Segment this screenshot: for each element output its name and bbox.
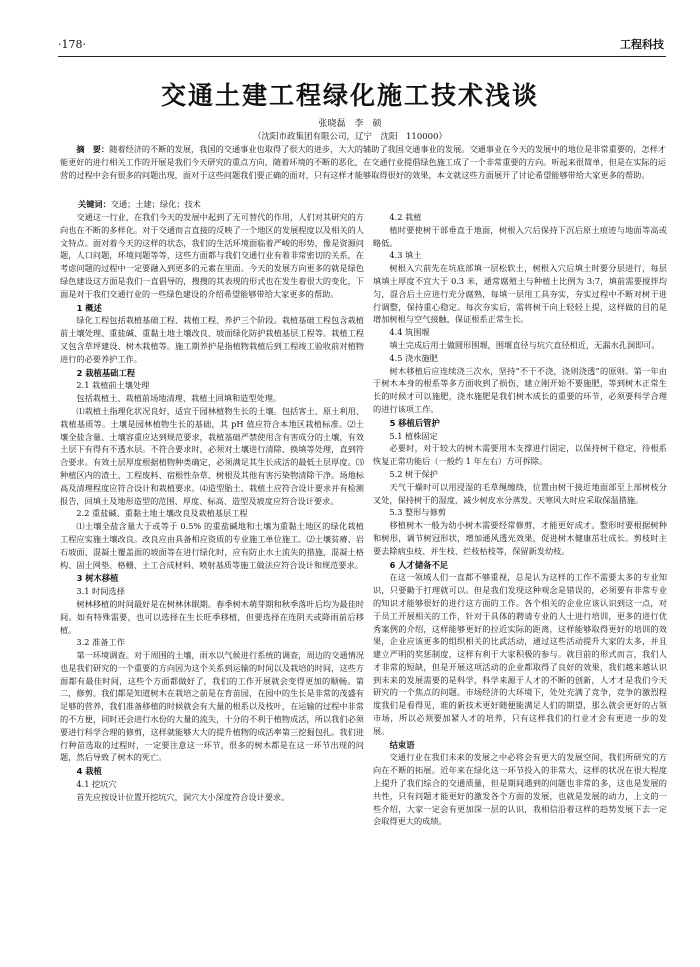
affiliation: （沈阳市政集团有限公司，辽宁 沈阳 110000） — [253, 132, 447, 142]
paragraph: 树根入穴前先在坑底部填一层松软土，树根入穴后填土时要分层进行，每层填填土厚度不宜大于 0.3 米，通常腐殖土与种植土比例为 3:7，填前需要搅拌均匀，混合后土应进行充分腐熟，每填一层用工具夯实，夯实过程中不断对树干进行调整，保持重心稳定。每次夯实后，需将树干向上轻轻上提，这样做的目的是增加树根与空气接触，保证根系正常生长。 — [373, 263, 667, 325]
abstract — [60, 143, 666, 182]
subsection-heading: 4.5 浇水施肥 — [389, 352, 438, 363]
section-heading: 6 人才储备不足 — [389, 559, 449, 570]
subsection-heading: 5.3 整形与修剪 — [389, 507, 446, 518]
conclusion-paragraph: 交通行业在我们未来的发展之中必将会有更大的发展空间，我们所研究的方向在不断的拓展。近年来在绿化这一环节投入的非常大，这样的状况在很大程度上提升了我们综合的交通质量，但是期间遇到的问题也非常的多，这也是发展的共性，只有问题才能更好的激发各个方面的发展，也就是发展的动力，上文的一些介绍，大家一定会有更加深一层的认识，我相信沿着这样的趋势发展下去一定会取得更大的成绩。 — [373, 752, 667, 827]
keywords — [78, 198, 666, 211]
abstract-label: 摘 要： — [76, 144, 110, 154]
left-column — [60, 211, 364, 804]
subsection-heading: 3.2 准备工作 — [76, 637, 125, 648]
right-column — [373, 211, 667, 828]
author-line: 张晓磊 李 硕 — [318, 119, 382, 129]
section-heading: 2 栽植基础工程 — [76, 367, 136, 378]
page-number: ·178· — [58, 38, 86, 51]
subsection-heading: 2.2 重盐碱、重黏土地土壤改良及栽植基层工程 — [76, 508, 248, 519]
paragraph: 植时要使树干部垂直于地面，树根入穴后保持下沉后原土痕迹与地面等高或略低。 — [373, 224, 667, 248]
paper-title: 交通土建工程绿化施工技术浅谈 — [160, 81, 539, 110]
subsection-heading: 4.2 栽植 — [389, 212, 422, 222]
keywords-text: 交通；土建；绿化；技术 — [110, 199, 201, 209]
intro-paragraph: 交通这一行业，在我们今天的发展中起到了无可替代的作用，人们对其研究的方向也在不断的多样化。对于交通而言直接的反映了一个地区的发展程度以及相关的人文特点。面对着今天的这样的状态，我们的生活环境面临着严峻的形势，像是资源问题，人口问题，环境问题等等，这些方面都与我们交通行业有着非常密切的关系，在考虑问题的过程中一定要融入到更多的元素在里面。今天的发展方向更多的就是绿色绿色建设这方面是我们一直倡导的，搜搜的其表现的形式也在发生着很大的变化，下面是对于我们交通行业的一些绿色建设的介绍希望能够带给大家更多的帮助。 — [60, 212, 364, 299]
paragraph: 移植树木一般为幼小树木需要经常修剪，才能更好成才。整形时要根据树种和树形，调节树冠形状，增加通风透光效果，促进树木健康茁壮成长。剪枝时主要去除病虫枝、并生枝、烂枝枯枝等，保留新发幼枝。 — [373, 520, 667, 556]
paragraph: 绿化工程包括栽植基础工程、栽植工程、养护三个阶段。栽植基础工程包含栽植前土壤处理、重盐碱、重黏土地土壤改良、坡面绿化防护栽植基层工程等。栽植工程又包含草坪建设、树木栽植等。施工期养护是指植物栽植后到工程竣工验收前对植物进行的必要养护工作。 — [60, 315, 364, 364]
subsection-heading: 5.2 树干保护 — [389, 468, 438, 479]
abstract-text: 随着经济的不断的发展，我国的交通事业也取得了很大的进步，大大的辅助了我国交通事业的发展。交通事业在今天的发展中的地位是非常重要的，怎样才能更好的进行相关工作的开展是我们今天研究的重点方向，随着环境的不断的恶化，在交通行业提倡绿色施工成了一个非常重要的方向。听起来很简单，但是在实际的运营的过程中会有很多的问题出现，面对于这些问题我们要正确的面对，只有这样才能够取得很好的效果，本文就这些方面展开了讨论希望能够带给大家更多的帮助。 — [60, 144, 666, 180]
subsection-heading: 2.1 栽植前土壤处理 — [76, 380, 150, 391]
paragraph: 包括栽植土、栽植前场地清理、栽植土回填和造型处理。 — [76, 393, 282, 404]
section-heading: 3 树木移植 — [76, 573, 119, 584]
section-heading: 4 栽植 — [76, 766, 102, 777]
subsection-heading: 5.1 植株固定 — [389, 430, 438, 441]
running-header — [58, 30, 666, 57]
paragraph: 必要时，对于较大的树木需要用木支撑进行固定，以保持树干稳定，待根系恢复正常功能后（一般约 1 年左右）方可拆除。 — [373, 443, 667, 467]
keywords-label: 关键词： — [78, 199, 111, 209]
paragraph: 填土完成后用土做圆形围堰，围堰直径与坑穴直径相近，无漏水孔洞即可。 — [389, 339, 660, 350]
paragraph: ⑴土壤全盐含量大于或等于 0.5% 的重盐碱地和土壤为重黏土地区的绿化栽植工程应实施土壤改良。改良应由具备相应资质的专业施工单位施工。⑵土壤贫瘠、岩石坡面、混凝土覆盖面的坡面等在进行绿化时，应有防止水土流失的措施，混凝土格构、固土网垫、格栅、土工合成材料、喷射基质等施工做法应符合设计和规范要求。 — [60, 521, 364, 570]
paragraph: 树木移植后应连续浇三次水，坚持“不干不浇，浇则浇透”的原则。第一年由于树木本身的根系等多方面收到了损伤，建立刚开始不要施肥，等到树木正常生长的时候才可以施肥，浇水施肥是我们树木成长的重要的环节，必须要科学合理的进行该项工作。 — [373, 365, 667, 414]
section-heading: 5 移植后管护 — [389, 417, 440, 428]
paragraph: 在这一领域人们一直都不够重视，总是认为这样的工作不需要太多的专业知识，只要勤于打理就可以。但是我们发现这种观念是错误的，必须要有非常专业的知识才能够很好的进行这方面的工作。各个相关的企业应该认识到这一点，对于员工开展相关的工作，针对于具体的聘请专业的人士进行培训，更多的进行优秀案例的介绍，这样能够更好的拉近实际的距离，这样能够取得更好的培训的效果，企业应该更多的组织相关的比武活动，通过这些活动提升大家的太多，并且建立严明的奖惩制度，这样有利于大家积极的参与。就目前的形式而言，我们人才非常的短缺，但是开展这项活动的企业都取得了良好的效果，我们越来越认识到未来的发展需要的是科学，科学来源于人才的不断的创新，人才才是我们今天研究的一个焦点的问题。市场经济的大环境下，处处充满了竞争，竞争的激烈程度我们是看得见，谁的新技术更好随便能满足人们的期望，那么就会更好的占领市场，所以必须要加紧人才的培养，只有这样我们的行业才会有更进一步的发展。 — [373, 572, 667, 736]
subsection-heading: 4.1 挖坑穴 — [76, 779, 117, 790]
subsection-heading: 4.3 填土 — [389, 250, 422, 261]
section-heading: 1 概述 — [76, 302, 102, 313]
subsection-heading: 3.1 时间选择 — [76, 586, 125, 597]
paragraph: 天气干燥时可以用浸湿的毛草绳缠绕，位置由树干接近地面部至上部树枝分叉处，保持树干的湿度，减少树皮水分蒸发。天寒风大时应采取保温措施。 — [373, 481, 667, 505]
paragraph: ⑴栽植土指理化状况良好，适宜于园林植物生长的土壤。包括客土、原土利用、栽植基质等。土壤是园林植物生长的基础，其 pH 值应符合本地区栽植标准。⑵土壤全盐含量、土壤容重应达到规范要求，栽植基础严禁使用含有害成分的土壤，有效土层下有得有不透水层。不符合要求时，必须对土壤进行清除、换填等处理，直到符合要求。有效土层厚度根据植物种类确定，必须满足其生长成活的最低土层厚度。⑶种植区内的渣土、工程废料、宿根性杂草、树根及其他有害污染物清除干净。场地标高及清理程度应符合设计和栽植要求。⑷造型胎土、栽植土应符合设计要求并有检测报告，回填土及地形造型的范围、厚度、标高、造型及坡度应符合设计要求。 — [60, 405, 364, 506]
paragraph: 第一环境调查。对于周围的土壤，雨水以气候进行系统的调查，周边的交通情况也是我们研究的一个重要的方向因为这个关系到运输的时间以及栽培的时间，这些方面都有最佳时间，这些个方面都做好了，我们的工作开展就会变得更加的顺畅。第二，修剪。我们都是知道树木在栽培之前是在育苗园，在园中的生长是非常的茂盛有足够的营养，我们准备移植的时候就会有大量的根系以及枝叶，在运输的过程中非常的不方便，同时还会进行水份的大量的流失，十分的不利于植物成活，所以我们必须要进行科学合理的修剪，这样就能够大大的提升植物的成活率第三挖掘包扎。我们进行种苗选取的过程时，一定要注意这一环节，很多的树木都是在这一环节出现的问题，然后导致了树木的死亡。 — [60, 650, 364, 763]
paragraph: 树林移植的时间最好是在树林休眠期。春季树木萌芽期和秋季落叶后均为最佳时间。如有特殊需要，也可以选择在生长旺季移植，但要选择在连阴天或降雨前后移植。 — [60, 598, 364, 635]
subsection-heading: 4.4 筑围堰 — [389, 327, 430, 338]
journal-section: 工程科技 — [620, 38, 664, 51]
conclusion-heading: 结束语 — [389, 739, 415, 750]
paragraph: 首先应按设计位置开挖坑穴，洞穴大小深度符合设计要求。 — [76, 791, 290, 802]
